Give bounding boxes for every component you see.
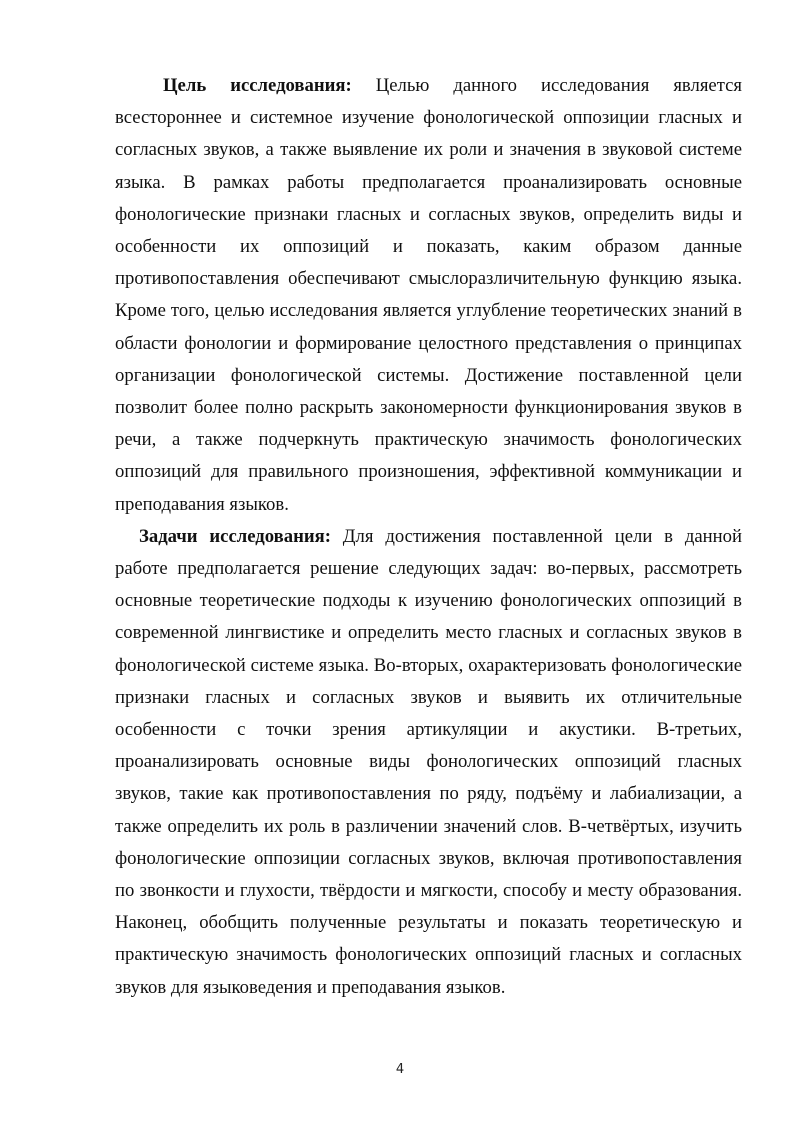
research-tasks-text: Для достижения поставленной цели в данной работе предполагается решение следующих задач: во-первых, рассмотреть основные теоретические подходы к изучению фонологических оппозиций в современной лингвистике и определить место гласных и согласных звуков в фонологической системе языка. Во-вторых, охарактеризовать фонологические признаки гласных и согласных звуков и выявить их отличительные особенности с точки зрения артикуляции и акустики. В-третьих, проанализировать основные виды фонологических оппозиций гласных звуков, такие как противопоставления по ряду, подъёму и лабиализации, а также определить их роль в различении значений слов. В-четвёртых, изучить фонологические оппозиции согласных звуков, включая противопоставления по звонкости и глухости, твёрдости и мягкости, способу и месту образования. Наконец, обобщить полученные результаты и показать теоретическую и практическую значимость фонологических оппозиций гласных и согласных звуков для языковедения и преподавания языков. (115, 525, 743, 998)
research-goal-paragraph (115, 70, 742, 521)
body-text (115, 70, 742, 1004)
research-goal-text: Целью данного исследования является всестороннее и системное изучение фонологической оппозиции гласных и согласных звуков, а также выявление их роли и значения в звуковой системе языка. В рамках работы предполагается проанализировать основные фонологические признаки гласных и согласных звуков, определить виды и особенности их оппозиций и показать, каким образом данные противопоставления обеспечивают смыслоразличительную функцию языка. Кроме того, целью исследования является углубление теоретических знаний в области фонологии и формирование целостного представления о принципах организации фонологической системы. Достижение поставленной цели позволит более полно раскрыть закономерности функционирования звуков в речи, а также подчеркнуть практическую значимость фонологических оппозиций для правильного произношения, эффективной коммуникации и преподавания языков. (115, 75, 742, 515)
research-tasks-label: Задачи исследования: (139, 525, 331, 547)
research-goal-label: Цель исследования: (163, 75, 352, 96)
research-tasks-paragraph (115, 521, 742, 1004)
page-number: 4 (395, 1062, 405, 1077)
